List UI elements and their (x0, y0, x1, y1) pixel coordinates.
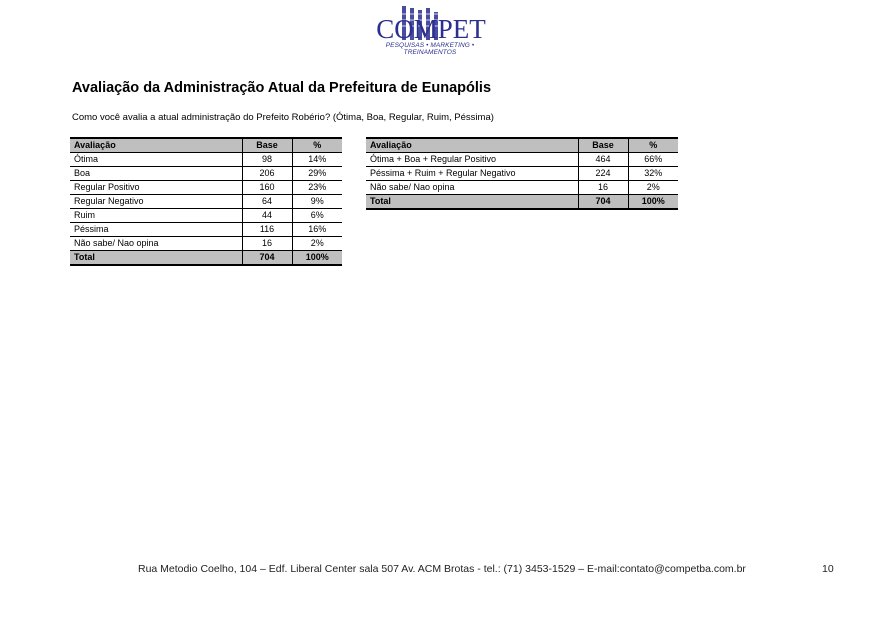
cell-percent: 66% (628, 153, 678, 167)
cell-base: 160 (242, 181, 292, 195)
table-row (70, 209, 342, 223)
column-header: Base (578, 138, 628, 153)
cell-category: Péssima (74, 224, 109, 234)
column-header: % (628, 138, 678, 153)
table-row (70, 167, 342, 181)
column-header: % (292, 138, 342, 153)
cell-category: Regular Negativo (74, 196, 144, 206)
logo-tagline: PESQUISAS • MARKETING • TREINAMENTOS (385, 42, 475, 56)
cell-base: 206 (242, 167, 292, 181)
cell-category: Regular Positivo (74, 182, 140, 192)
table-row (366, 167, 678, 181)
cell-category: Não sabe/ Nao opina (370, 182, 455, 192)
cell-percent: 16% (292, 223, 342, 237)
cell-base: 464 (578, 153, 628, 167)
column-header: Base (242, 138, 292, 153)
cell-percent: 29% (292, 167, 342, 181)
page-title: Avaliação da Administração Atual da Prefeitura de Eunapólis (72, 80, 492, 96)
compet-logo (360, 6, 500, 56)
table-row (70, 237, 342, 251)
cell-percent: 14% (292, 153, 342, 167)
table-row (70, 223, 342, 237)
cell-total-base: 704 (578, 195, 628, 210)
table-row (70, 195, 342, 209)
table-row (366, 181, 678, 195)
table-row (366, 153, 678, 167)
cell-base: 224 (578, 167, 628, 181)
cell-category: Não sabe/ Nao opina (74, 238, 159, 248)
cell-category: Boa (74, 168, 91, 178)
cell-category: Ótima + Boa + Regular Positivo (370, 154, 497, 164)
cell-base: 16 (578, 181, 628, 195)
table-header-row (70, 138, 342, 153)
cell-base: 116 (242, 223, 292, 237)
survey-question: Como você avalia a atual administração do Prefeito Robério? (Ótima, Boa, Regular, Ruim, Péssima) (72, 112, 494, 123)
cell-percent: 2% (292, 237, 342, 251)
cell-percent: 32% (628, 167, 678, 181)
cell-total-label: Total (70, 251, 242, 266)
grouped-evaluation-table (366, 137, 678, 210)
cell-percent: 2% (628, 181, 678, 195)
cell-total-label: Total (366, 195, 578, 210)
column-header: Avaliação (366, 138, 578, 153)
cell-category: Ruim (74, 210, 96, 220)
evaluation-table (70, 137, 342, 266)
column-header: Avaliação (70, 138, 242, 153)
cell-base: 98 (242, 153, 292, 167)
table-row (70, 153, 342, 167)
cell-percent: 6% (292, 209, 342, 223)
page-number: 10 (822, 563, 834, 575)
cell-base: 44 (242, 209, 292, 223)
cell-percent: 23% (292, 181, 342, 195)
cell-total-percent: 100% (628, 195, 678, 210)
footer-address: Rua Metodio Coelho, 104 – Edf. Liberal Center sala 507 Av. ACM Brotas - tel.: (71) 3453-1529 – E-mail:contato@competba.com.br (138, 563, 746, 575)
table-total-row (366, 195, 678, 210)
cell-total-base: 704 (242, 251, 292, 266)
table-header-row (366, 138, 678, 153)
cell-category: Péssima + Ruim + Regular Negativo (370, 168, 516, 178)
cell-percent: 9% (292, 195, 342, 209)
cell-total-percent: 100% (292, 251, 342, 266)
cell-base: 64 (242, 195, 292, 209)
cell-category: Ótima (74, 154, 99, 164)
table-row (70, 181, 342, 195)
table-total-row (70, 251, 342, 266)
cell-base: 16 (242, 237, 292, 251)
logo-wordmark: COMPET (376, 14, 486, 44)
